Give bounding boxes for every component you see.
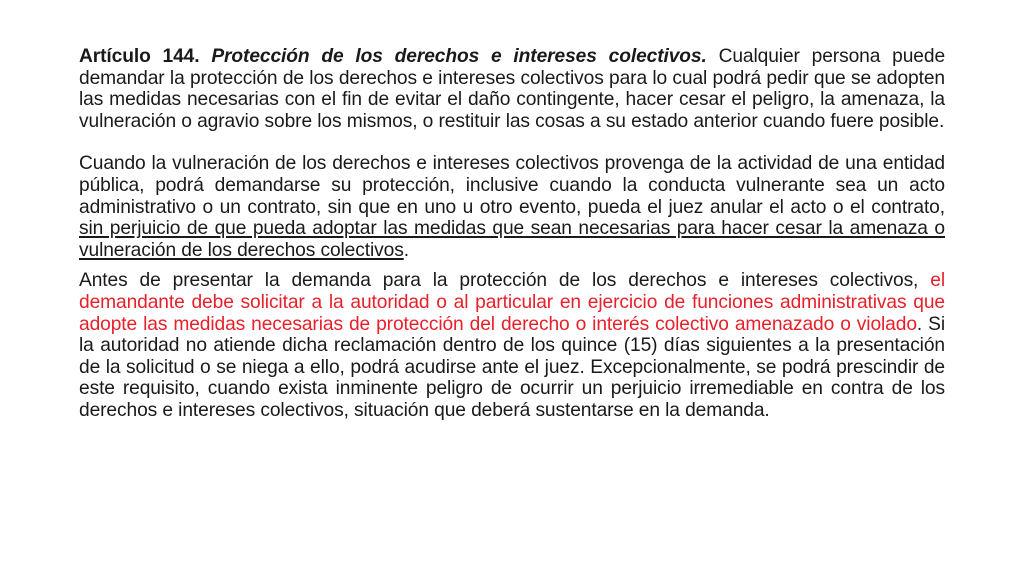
article-body: Cualquier persona puede demandar la protección de los derechos e intereses colectivos para lo cual podrá pedir que se adopten las medidas necesarias con el fin de evitar el daño contingente, hacer cesar el peligro, la amenaza, la vulneración o agravio sobre los mismos, o restituir las cosas a su estado anterior cuando fuere posible.: [79, 46, 946, 132]
article-title: Protección de los derechos e intereses colectivos.: [211, 46, 707, 67]
paragraph-article-144: [79, 46, 945, 132]
public-entity-text: Cuando la vulneración de los derechos e intereses colectivos provenga de la actividad de una entidad pública, podrá demandarse su protección, inclusive cuando la conducta vulnerante sea un acto administrativo o un contrato, sin que en uno u otro evento, pueda el juez anular el acto o el contrato,: [79, 153, 945, 218]
slide-content: [79, 46, 945, 422]
prior-request-rest: . Si la autoridad no atiende dicha reclamación dentro de los quince (15) días siguientes a la presentación de la solicitud o se niega a ello, podrá acudirse ante el juez. Excepcionalmente, se podrá prescindir de este requisito, cuando exista inminente peligro de ocurrir un perjuicio irremediable en contra de los derechos e intereses colectivos, situación que deberá sustentarse en la demanda.: [79, 313, 946, 421]
prior-request-intro: Antes de presentar la demanda para la protección de los derechos e intereses colectivos,: [79, 270, 919, 292]
article-label: Artículo 144.: [79, 46, 200, 67]
paragraph-public-entity: [79, 153, 945, 261]
underlined-clause: sin perjuicio de que pueda adoptar las medidas que sean necesarias para hacer cesar la amenaza o vulneración de los derechos colectivos: [79, 218, 945, 261]
public-entity-end: .: [403, 239, 409, 261]
paragraph-prior-request: [79, 270, 945, 421]
highlighted-requirement: el demandante debe solicitar a la autoridad o al particular en ejercicio de funciones administrativas que adopte las medidas necesarias de protección del derecho o interés colectivo amenazado o violado: [79, 270, 946, 335]
